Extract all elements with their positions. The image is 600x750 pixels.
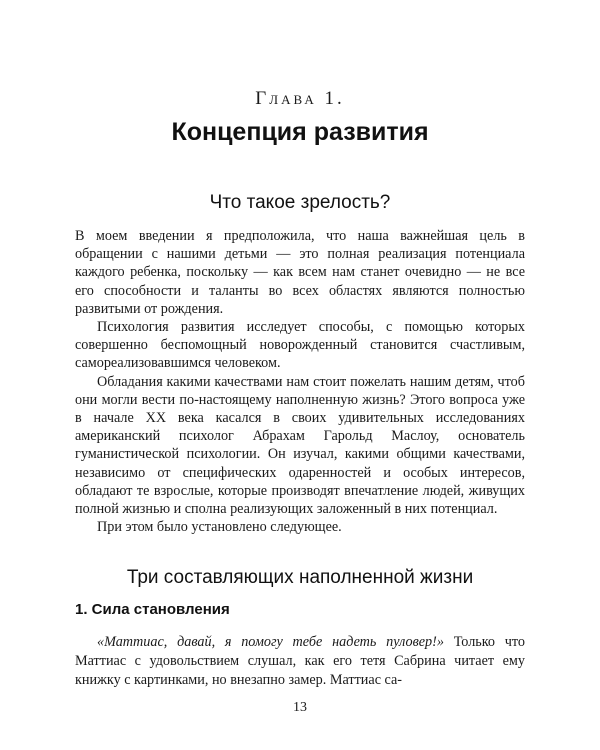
paragraph: При этом было установлено следующее. [97, 519, 342, 536]
paragraph: Обладания какими качествами нам стоит пожелать нашим детям, чтоб они могли вести по-настоящему наполненную жизнь? Этого вопроса уже в начале XX века касался в своих удивительных исследованиях американский психолог Абрахам Гарольд Маслоу, основатель гуманистической психологии. Он изучал, какими общими качествами, независимо от специфических одаренностей и особых интересов, обладают те взрослые, которые производят впечатление людей, живущих полной жизнью и сполна реализующих заложенный в них потенциал. [75, 373, 525, 518]
quote-italic: «Маттиас, давай, я помогу тебе надеть пуловер!» [97, 634, 444, 650]
section-heading-three-components: Три составляющих наполненной жизни [126, 567, 474, 588]
paragraph: В моем введении я предположила, что наша важнейшая цель в обращении с нашими детьми — это полная реализация потенциала каждого ребенка, поскольку — как всем нам станет очевидно — не все его способности и таланты во всех областях являются полностью развитыми от рождения. [75, 228, 525, 317]
page-number: 13 [293, 700, 307, 715]
quote-paragraph [75, 633, 525, 690]
quote-rest: Только что Маттиас с удовольствием слушал, как его тетя Сабрина читает ему книжку с картинками, но внезапно замер. Маттиас са- [75, 634, 525, 688]
section-heading-maturity: Что такое зрелость? [209, 192, 391, 213]
chapter-label: Глава 1. [255, 88, 345, 109]
paragraph: Психология развития исследует способы, с помощью которых совершенно беспомощный новорожденный становится счастливым, самореализовавшимся человеком. [75, 319, 525, 372]
subsection-title: 1. Сила становления [75, 601, 230, 618]
body-text-maturity [75, 227, 525, 536]
chapter-title: Концепция развития [171, 118, 429, 146]
